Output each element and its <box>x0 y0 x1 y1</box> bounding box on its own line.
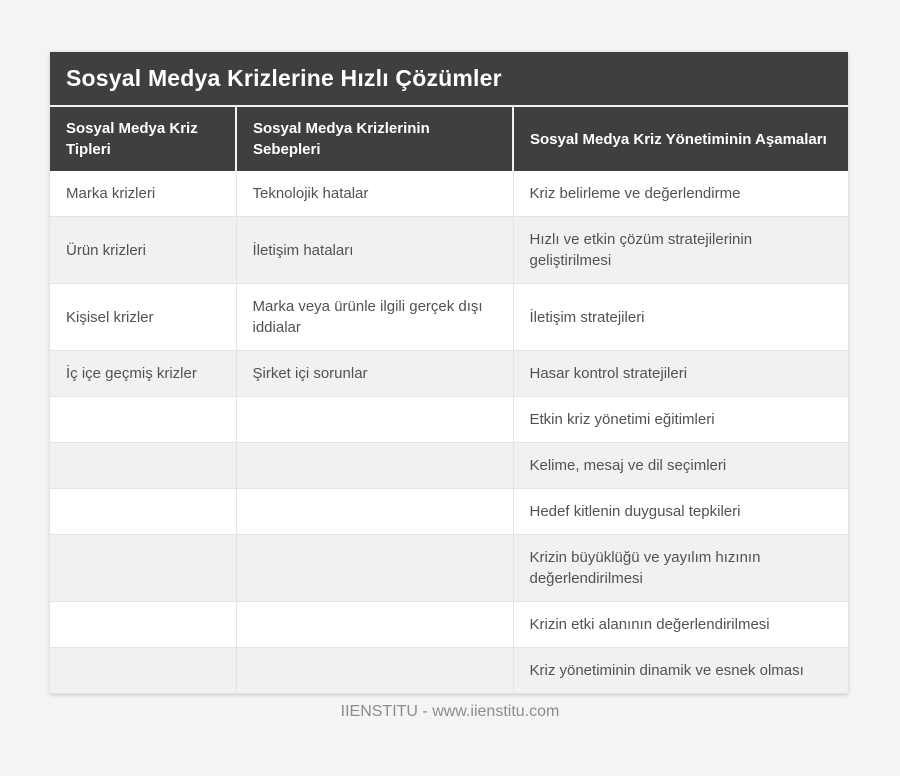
table-row <box>50 535 848 602</box>
cell-kriz-tipi <box>50 443 236 489</box>
column-header-asamalari: Sosyal Medya Kriz Yönetiminin Aşamaları <box>513 107 848 171</box>
cell-kriz-tipi: Ürün krizleri <box>50 217 236 284</box>
cell-sebep <box>236 443 513 489</box>
table-row <box>50 171 848 217</box>
table-row <box>50 489 848 535</box>
cell-sebep: İletişim hataları <box>236 217 513 284</box>
cell-sebep: Marka veya ürünle ilgili gerçek dışı iddialar <box>236 284 513 351</box>
cell-sebep <box>236 397 513 443</box>
footer-attribution: IIENSTITU - www.iienstitu.com <box>340 703 560 720</box>
cell-sebep <box>236 602 513 648</box>
crisis-table-card <box>50 52 848 694</box>
cell-asama: Krizin büyüklüğü ve yayılım hızının değerlendirilmesi <box>513 535 848 602</box>
cell-asama: Krizin etki alanının değerlendirilmesi <box>513 602 848 648</box>
table-row <box>50 397 848 443</box>
cell-asama: İletişim stratejileri <box>513 284 848 351</box>
table-row <box>50 284 848 351</box>
crisis-table <box>50 107 848 694</box>
cell-sebep: Teknolojik hatalar <box>236 171 513 217</box>
cell-sebep <box>236 648 513 694</box>
page-title: Sosyal Medya Krizlerine Hızlı Çözümler <box>50 52 848 107</box>
cell-sebep: Şirket içi sorunlar <box>236 351 513 397</box>
cell-kriz-tipi <box>50 648 236 694</box>
cell-kriz-tipi: İç içe geçmiş krizler <box>50 351 236 397</box>
table-row <box>50 217 848 284</box>
cell-asama: Hızlı ve etkin çözüm stratejilerinin geliştirilmesi <box>513 217 848 284</box>
column-header-sebepleri: Sosyal Medya Krizlerinin Sebepleri <box>236 107 513 171</box>
cell-kriz-tipi <box>50 397 236 443</box>
cell-asama: Kriz belirleme ve değerlendirme <box>513 171 848 217</box>
cell-kriz-tipi: Marka krizleri <box>50 171 236 217</box>
table-header-row <box>50 107 848 171</box>
cell-asama: Etkin kriz yönetimi eğitimleri <box>513 397 848 443</box>
cell-asama: Hedef kitlenin duygusal tepkileri <box>513 489 848 535</box>
table-row <box>50 443 848 489</box>
cell-kriz-tipi: Kişisel krizler <box>50 284 236 351</box>
cell-sebep <box>236 535 513 602</box>
column-header-kriz-tipleri: Sosyal Medya Kriz Tipleri <box>50 107 236 171</box>
cell-asama: Kriz yönetiminin dinamik ve esnek olması <box>513 648 848 694</box>
cell-sebep <box>236 489 513 535</box>
cell-kriz-tipi <box>50 489 236 535</box>
table-row <box>50 602 848 648</box>
cell-kriz-tipi <box>50 535 236 602</box>
cell-asama: Hasar kontrol stratejileri <box>513 351 848 397</box>
cell-kriz-tipi <box>50 602 236 648</box>
cell-asama: Kelime, mesaj ve dil seçimleri <box>513 443 848 489</box>
table-row <box>50 351 848 397</box>
table-row <box>50 648 848 694</box>
